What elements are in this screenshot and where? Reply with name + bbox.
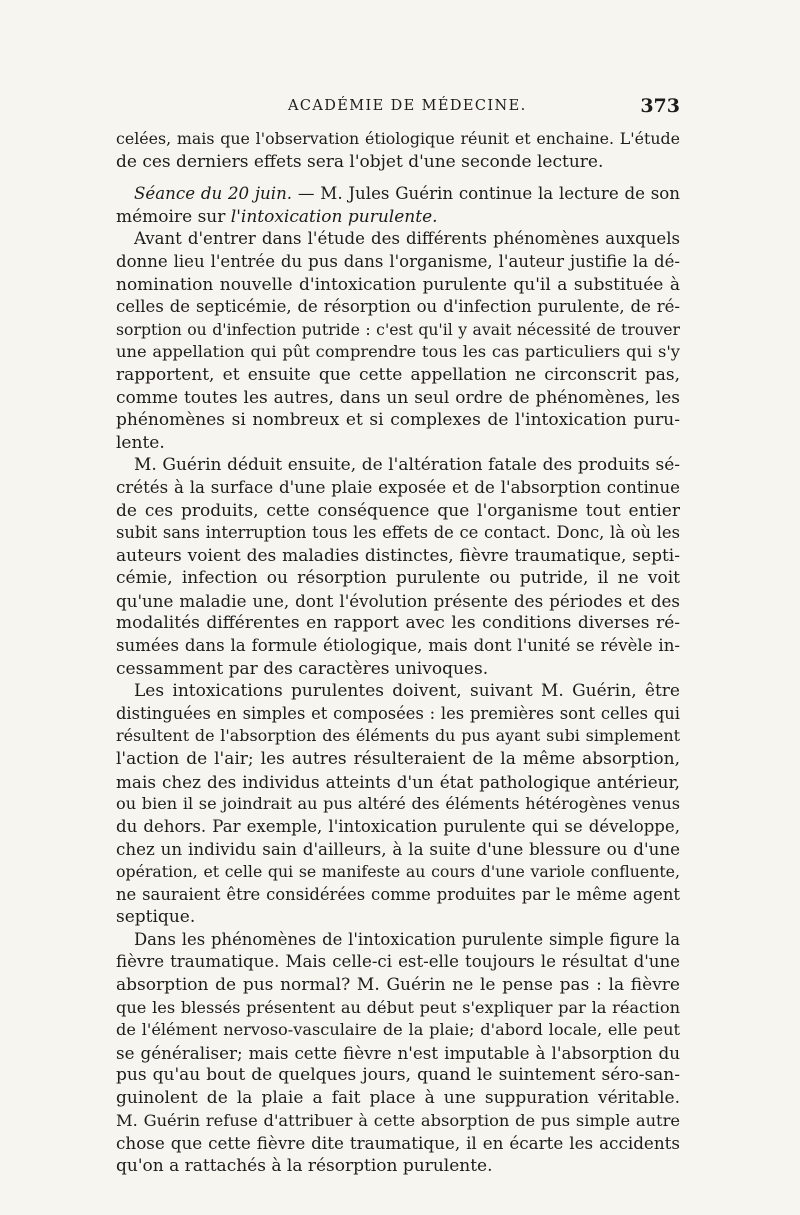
text-line: qu'une maladie une, dont l'évolution présente des périodes et des [116, 590, 680, 611]
text-line: chez un individu sain d'ailleurs, à la suite d'une blessure ou d'une [116, 839, 680, 860]
text-line: se généraliser; mais cette fièvre n'est imputable à l'absorption du [116, 1042, 680, 1063]
text-line: Les intoxications purulentes doivent, suivant M. Guérin, être [134, 681, 680, 702]
text-line: rapportent, et ensuite que cette appellation ne circonscrit pas, [116, 364, 680, 385]
text-line: distinguées en simples et composées : les premières sont celles qui [116, 703, 680, 723]
text-line: celles de septicémie, de résorption ou d'infection purulente, de ré- [116, 297, 680, 317]
text-line: celées, mais que l'observation étiologique réunit et enchaine. L'étude [116, 129, 680, 148]
body-text [116, 128, 680, 1177]
text-line [116, 183, 680, 206]
text-line: mais chez des individus atteints d'un état pathologique antérieur, [116, 771, 680, 792]
paragraph [116, 454, 680, 680]
text-line: résultent de l'absorption des éléments du pus ayant subi simplement [116, 726, 680, 746]
text-line: sumées dans la formule étiologique, mais dont l'unité se révèle in- [116, 636, 680, 656]
text-line: phénomènes si nombreux et si complexes de l'intoxication puru- [116, 410, 680, 431]
paragraph-continuation [116, 128, 680, 173]
running-head: ACADÉMIE DE MÉDECINE. [288, 98, 527, 114]
seance-intro-cont: mémoire sur [116, 206, 231, 227]
text-line: cessamment par des caractères univoques. [116, 658, 489, 679]
memoir-title: l'intoxication purulente. [230, 206, 438, 227]
text-line: M. Guérin déduit ensuite, de l'altération fatale des produits sé- [134, 455, 680, 476]
text-line: sorption ou d'infection putride : c'est qu'il y avait nécessité de trouver [116, 319, 680, 339]
text-line: ou bien il se joindrait au pus altéré des éléments hétérogènes venus [116, 794, 680, 814]
text-line: qu'on a rattachés à la résorption purulente. [116, 1155, 493, 1176]
paragraph [116, 680, 680, 929]
text-line: une appellation qui pût comprendre tous les cas particuliers qui s'y [116, 342, 680, 362]
seance-paragraph [116, 183, 680, 228]
text-line: ne sauraient être considérées comme produites par le même agent [116, 884, 680, 904]
text-line: nomination nouvelle d'intoxication purulente qu'il a substituée à [116, 274, 680, 295]
text-line: septique. [116, 907, 196, 928]
text-line: auteurs voient des maladies distinctes, fièvre traumatique, septi- [116, 545, 680, 566]
text-line: M. Guérin refuse d'attribuer à cette absorption de pus simple autre [116, 1110, 680, 1130]
seance-date: Séance du 20 juin. [134, 184, 293, 204]
text-line: donne lieu l'entrée du pus dans l'organisme, l'auteur justifie la dé- [116, 251, 680, 271]
page-header [116, 95, 680, 122]
text-line: lente. [116, 432, 165, 453]
text-line: absorption de pus normal? M. Guérin ne le pense pas : la fièvre [116, 974, 680, 995]
seance-intro: — M. Jules Guérin continue la lecture de son [292, 184, 680, 204]
text-line: cémie, infection ou résorption purulente ou putride, il ne voit [116, 568, 680, 589]
paragraph [116, 929, 680, 1178]
text-line: fièvre traumatique. Mais celle-ci est-elle toujours le résultat d'une [116, 952, 680, 972]
text-line: de l'élément nervoso-vasculaire de la plaie; d'abord locale, elle peut [116, 1020, 680, 1040]
text-line: de ces derniers effets sera l'objet d'une seconde lecture. [116, 151, 604, 172]
text-line: guinolent de la plaie a fait place à une suppuration véritable. [116, 1087, 680, 1108]
paragraph [116, 228, 680, 454]
text-line: subit sans interruption tous les effets de ce contact. Donc, là où les [116, 523, 680, 543]
text-line: l'action de l'air; les autres résulteraient de la même absorption, [116, 749, 680, 770]
text-line: du dehors. Par exemple, l'intoxication purulente qui se développe, [116, 816, 680, 836]
text-line: chose que cette fièvre dite traumatique, il en écarte les accidents [116, 1133, 680, 1154]
text-line: Avant d'entrer dans l'étude des différents phénomènes auxquels [134, 229, 680, 249]
text-line: de ces produits, cette conséquence que l'organisme tout entier [116, 500, 680, 521]
text-line: pus qu'au bout de quelques jours, quand le suintement séro-san- [116, 1065, 680, 1086]
text-line [116, 206, 680, 229]
text-line: opération, et celle qui se manifeste au cours d'une variole confluente, [116, 862, 680, 881]
text-line: que les blessés présentent au début peut s'expliquer par la réaction [116, 997, 680, 1017]
text-line: modalités différentes en rapport avec les conditions diverses ré- [116, 613, 680, 634]
text-line: comme toutes les autres, dans un seul ordre de phénomènes, les [116, 387, 680, 408]
text-line: Dans les phénomènes de l'intoxication purulente simple figure la [134, 929, 680, 949]
text-line: crétés à la surface d'une plaie exposée et de l'absorption continue [116, 477, 680, 497]
page-number: 373 [640, 95, 680, 117]
